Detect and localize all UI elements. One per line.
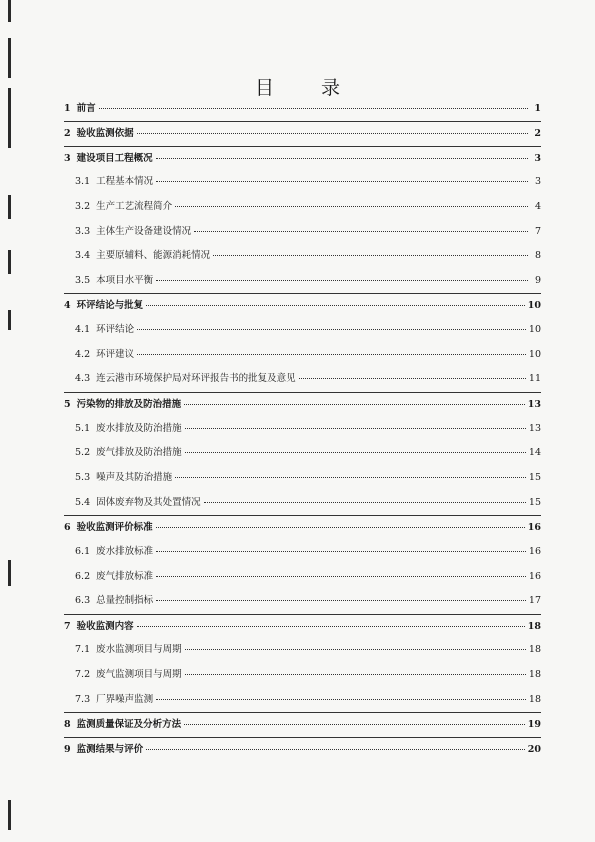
dot-leader xyxy=(185,452,526,453)
toc-section-row[interactable] xyxy=(64,638,541,663)
toc-page-number: 3 xyxy=(534,176,541,188)
toc-entry-label: 监测结果与评价 xyxy=(76,744,144,756)
toc-entry-number: 4 xyxy=(64,300,71,312)
toc-page-number: 16 xyxy=(528,545,541,557)
toc-entry-label: 废气排放标准 xyxy=(96,570,154,582)
toc-page-number: 13 xyxy=(527,398,541,410)
toc-entry-number: 1 xyxy=(64,103,71,114)
toc-entry-label: 污染物的排放及防治措施 xyxy=(76,398,182,410)
dot-leader xyxy=(204,502,526,503)
scan-edge-mark xyxy=(8,310,11,330)
dot-leader xyxy=(156,158,528,159)
toc-page-number: 8 xyxy=(534,250,541,262)
toc-section-row[interactable] xyxy=(64,589,541,614)
toc-entry-number: 6 xyxy=(64,522,71,534)
toc-chapter-row[interactable] xyxy=(64,293,541,318)
toc-section-row[interactable] xyxy=(64,663,541,688)
toc-chapter-row[interactable] xyxy=(64,392,541,417)
toc-chapter-row[interactable] xyxy=(64,712,541,737)
toc-page-number: 18 xyxy=(528,669,541,681)
toc-page-number: 9 xyxy=(534,274,541,286)
toc-page-number: 4 xyxy=(534,200,541,212)
toc-entry-number: 7 xyxy=(64,620,71,632)
toc-section-row[interactable] xyxy=(64,540,541,565)
toc-section-row[interactable] xyxy=(64,565,541,590)
toc-entry-label: 废气排放及防治措施 xyxy=(96,447,182,459)
toc-entry-label: 废气监测项目与周期 xyxy=(96,669,182,681)
toc-page-number: 10 xyxy=(527,300,541,312)
dot-leader xyxy=(137,329,526,330)
toc-entry-label: 验收监测依据 xyxy=(76,127,134,139)
toc-page-number: 7 xyxy=(534,225,541,237)
toc-entry-label: 本项目水平衡 xyxy=(96,274,154,286)
toc-entry-label: 连云港市环境保护局对环评报告书的批复及意见 xyxy=(96,373,296,385)
toc-section-row[interactable] xyxy=(64,441,541,466)
dot-leader xyxy=(184,404,525,405)
dot-leader xyxy=(137,626,525,627)
toc-entry-number: 3.3 xyxy=(75,225,91,237)
toc-section-row[interactable] xyxy=(64,195,541,220)
toc-entry-number: 5.4 xyxy=(75,496,91,508)
toc-entry-label: 废水监测项目与周期 xyxy=(96,644,182,656)
scan-edge-mark xyxy=(8,800,11,830)
toc-entry-label: 环评结论 xyxy=(96,324,135,336)
toc-page-number: 18 xyxy=(527,620,541,632)
toc-entry-number: 4.2 xyxy=(75,348,91,360)
toc-entry-label: 废水排放及防治措施 xyxy=(96,422,182,434)
toc-entry-label: 噪声及其防治措施 xyxy=(96,471,173,483)
toc-entry-label: 厂界噪声监测 xyxy=(96,693,154,705)
toc-entry-label: 监测质量保证及分析方法 xyxy=(76,719,182,731)
toc-section-row[interactable] xyxy=(64,170,541,195)
toc-entry-number: 5.1 xyxy=(75,422,91,434)
table-of-contents xyxy=(64,97,541,762)
toc-page-number: 14 xyxy=(528,447,541,459)
toc-entry-number: 3.4 xyxy=(75,250,91,262)
dot-leader xyxy=(194,231,528,232)
toc-page-number: 1 xyxy=(534,103,541,114)
toc-page-number: 10 xyxy=(528,348,541,360)
toc-page-number: 16 xyxy=(527,522,541,534)
toc-entry-number: 7.2 xyxy=(75,669,91,681)
toc-section-row[interactable] xyxy=(64,688,541,713)
toc-section-row[interactable] xyxy=(64,269,541,294)
page-title: 目 录 xyxy=(254,77,354,99)
dot-leader xyxy=(156,699,526,700)
toc-entry-label: 主体生产设备建设情况 xyxy=(96,225,192,237)
toc-entry-label: 工程基本情况 xyxy=(96,176,154,188)
dot-leader xyxy=(185,428,526,429)
toc-section-row[interactable] xyxy=(64,491,541,516)
toc-section-row[interactable] xyxy=(64,220,541,245)
toc-page-number: 18 xyxy=(528,693,541,705)
dot-leader xyxy=(213,255,528,256)
dot-leader xyxy=(184,724,525,725)
toc-entry-label: 固体废弃物及其处置情况 xyxy=(96,496,201,508)
toc-page-number: 10 xyxy=(528,324,541,336)
toc-entry-number: 3.2 xyxy=(75,200,91,212)
dot-leader xyxy=(185,674,526,675)
toc-page-number: 11 xyxy=(528,373,541,385)
toc-entry-number: 2 xyxy=(64,127,71,139)
toc-page-number: 16 xyxy=(528,570,541,582)
toc-section-row[interactable] xyxy=(64,343,541,368)
toc-chapter-row[interactable] xyxy=(64,737,541,762)
dot-leader xyxy=(156,181,528,182)
dot-leader xyxy=(175,477,526,478)
dot-leader xyxy=(175,206,528,207)
toc-entry-label: 环评结论与批复 xyxy=(76,300,144,312)
toc-entry-number: 5.3 xyxy=(75,471,91,483)
toc-entry-number: 3.1 xyxy=(75,176,91,188)
toc-page-number: 2 xyxy=(534,127,541,139)
dot-leader xyxy=(156,551,526,552)
scan-edge-mark xyxy=(8,560,11,586)
scan-edge-mark xyxy=(8,250,11,274)
toc-chapter-row[interactable] xyxy=(64,146,541,171)
toc-entry-number: 7.1 xyxy=(75,644,91,656)
toc-chapter-row[interactable] xyxy=(64,515,541,540)
toc-entry-label: 验收监测内容 xyxy=(76,620,134,632)
toc-entry-number: 4.1 xyxy=(75,324,91,336)
toc-entry-label: 生产工艺流程简介 xyxy=(96,200,173,212)
toc-section-row[interactable] xyxy=(64,244,541,269)
toc-section-row[interactable] xyxy=(64,367,541,392)
dot-leader xyxy=(146,749,525,750)
dot-leader xyxy=(156,280,528,281)
toc-entry-number: 4.3 xyxy=(75,373,91,385)
toc-entry-label: 建设项目工程概况 xyxy=(76,152,153,164)
toc-entry-number: 6.1 xyxy=(75,545,91,557)
toc-page-number: 18 xyxy=(528,644,541,656)
toc-entry-number: 8 xyxy=(64,719,71,731)
toc-chapter-row[interactable] xyxy=(64,97,541,121)
toc-entry-number: 6.2 xyxy=(75,570,91,582)
dot-leader xyxy=(137,354,526,355)
toc-entry-number: 7.3 xyxy=(75,693,91,705)
toc-page-number: 20 xyxy=(527,744,541,756)
toc-entry-label: 验收监测评价标准 xyxy=(76,522,153,534)
scan-edge-mark xyxy=(8,195,11,219)
scan-edge-mark xyxy=(8,0,11,22)
toc-section-row[interactable] xyxy=(64,466,541,491)
dot-leader xyxy=(99,108,528,109)
dot-leader xyxy=(185,649,526,650)
toc-entry-number: 9 xyxy=(64,744,71,756)
toc-entry-label: 主要原辅料、能源消耗情况 xyxy=(96,250,211,262)
toc-entry-label: 环评建议 xyxy=(96,348,135,360)
dot-leader xyxy=(156,576,526,577)
toc-page-number: 17 xyxy=(528,595,541,607)
toc-page-number: 19 xyxy=(527,719,541,731)
dot-leader xyxy=(156,527,525,528)
toc-entry-number: 5.2 xyxy=(75,447,91,459)
toc-chapter-row[interactable] xyxy=(64,614,541,639)
toc-entry-label: 总量控制指标 xyxy=(96,595,154,607)
toc-entry-number: 3.5 xyxy=(75,274,91,286)
toc-entry-number: 5 xyxy=(64,398,71,410)
toc-page-number: 15 xyxy=(528,496,541,508)
toc-page-number: 3 xyxy=(534,152,541,164)
dot-leader xyxy=(137,133,528,134)
toc-entry-number: 6.3 xyxy=(75,595,91,607)
toc-page-number: 13 xyxy=(528,422,541,434)
toc-section-row[interactable] xyxy=(64,318,541,343)
dot-leader xyxy=(146,305,525,306)
toc-chapter-row[interactable] xyxy=(64,121,541,146)
scan-edge-mark xyxy=(8,38,11,78)
toc-entry-number: 3 xyxy=(64,152,71,164)
dot-leader xyxy=(299,378,526,379)
toc-entry-label: 前言 xyxy=(76,103,96,114)
toc-section-row[interactable] xyxy=(64,417,541,442)
dot-leader xyxy=(156,600,526,601)
toc-entry-label: 废水排放标准 xyxy=(96,545,154,557)
toc-page-number: 15 xyxy=(528,471,541,483)
